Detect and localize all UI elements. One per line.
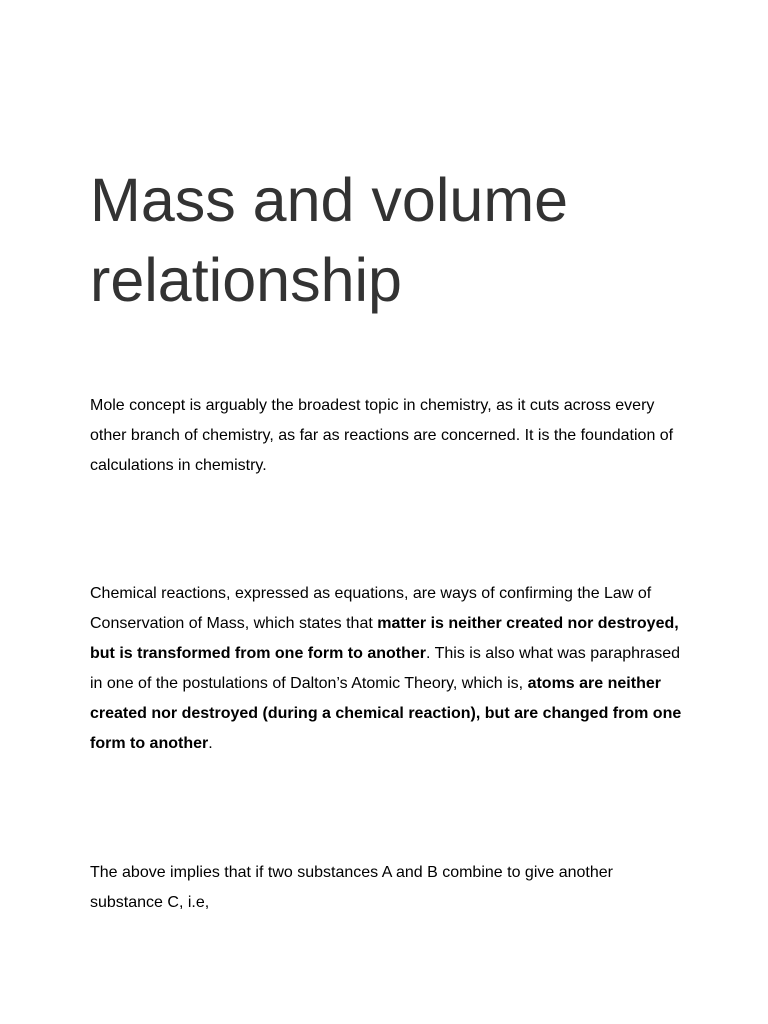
paragraph-substances-combine: The above implies that if two substances A and B combine to give another substance C, i.e, [90, 864, 613, 911]
paragraph-text-segment: . This is also what was paraphrased in one of the postulations of Dalton’s Atomic Theory, which is, [90, 645, 681, 692]
paragraph-mole-concept: Mole concept is arguably the broadest topic in chemistry, as it cuts across every other branch of chemistry, as far as reactions are concerned. It is the foundation of calculations in chemistry. [90, 397, 674, 474]
document-title: Mass and volume relationship [90, 166, 569, 314]
paragraph-text-segment: Chemical reactions, expressed as equations, are ways of confirming the Law of Conservation of Mass, which states that [90, 585, 652, 632]
law-statement-bold: matter is neither created nor destroyed, but is transformed from one form to another [90, 615, 679, 662]
paragraph-text-segment: . [208, 735, 213, 752]
paragraph-conservation-of-mass [90, 579, 690, 759]
dalton-postulate-bold: atoms are neither created nor destroyed (during a chemical reaction), but are changed from one form to another [90, 675, 682, 752]
